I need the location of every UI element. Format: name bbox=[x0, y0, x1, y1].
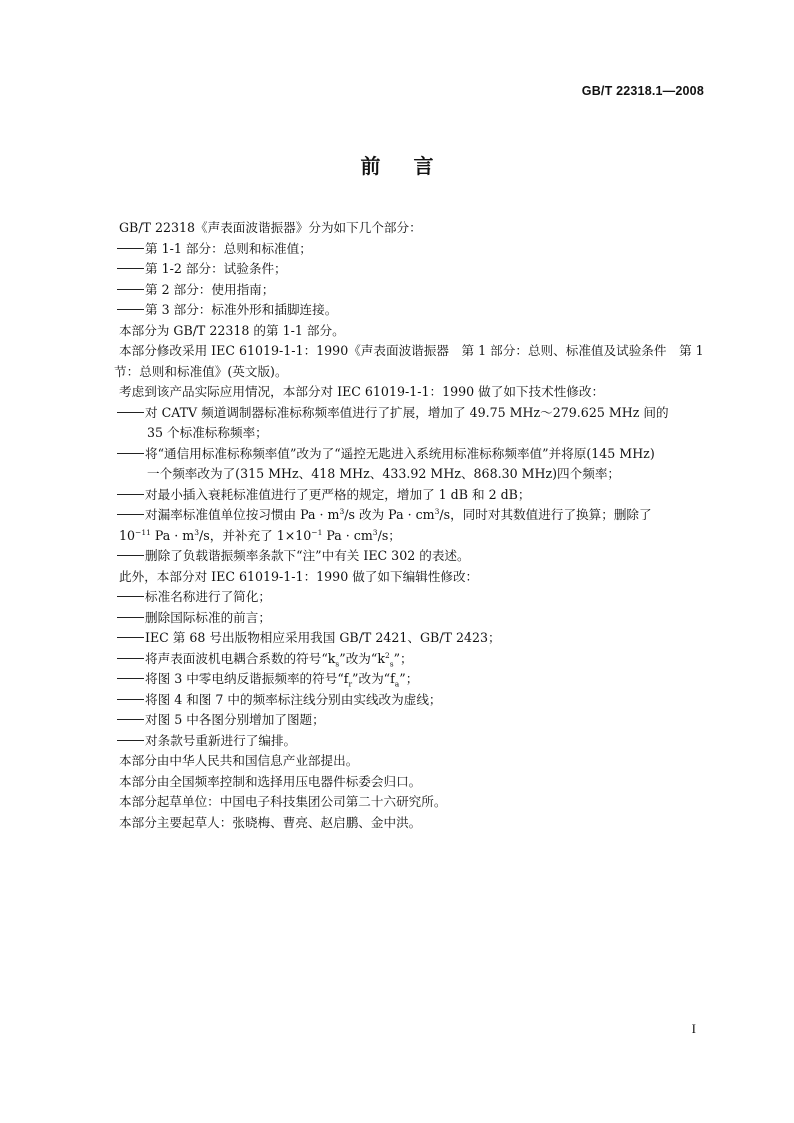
list-item: 将图 3 中零电纳反谐振频率的符号“$f_r$”改为“$f_a$”； bbox=[117, 669, 709, 690]
dash-mark bbox=[117, 514, 144, 515]
list-item-continuation: $10^{-11}$ $Pa \cdot m^3/s$，并补充了 $1\times 10^{-1}$ $Pa \cdot cm^3/s$； bbox=[119, 527, 401, 543]
list-item: 标准名称进行了简化； bbox=[117, 587, 709, 608]
list-item: 第 2 部分：使用指南； bbox=[117, 280, 709, 301]
list-item: 对漏率标准值单位按习惯由 $Pa \cdot m^3/s$ 改为 $Pa \cdot cm^3/s$，同时对其数值进行了换算；删除了 bbox=[117, 505, 709, 526]
list-item: 对条款号重新进行了编排。 bbox=[117, 731, 709, 752]
list-item: 删除国际标准的前言； bbox=[117, 608, 709, 629]
standard-code: GB/T 22318.1—2008 bbox=[581, 84, 704, 98]
list-item-continuation: 35 个标准标称频率； bbox=[147, 425, 268, 440]
paragraph: 本部分为 GB/T 22318 的第 1-1 部分。 bbox=[119, 322, 345, 338]
page-title bbox=[0, 150, 794, 179]
dash-mark bbox=[117, 719, 144, 720]
paragraph: 本部分由全国频率控制和选择用压电器件标委会归口。 bbox=[119, 773, 422, 789]
dash-mark bbox=[117, 289, 144, 290]
paragraph: 本部分主要起草人：张晓梅、曹亮、赵启鹏、金中洪。 bbox=[119, 814, 422, 830]
dash-mark bbox=[117, 658, 144, 659]
paragraph-continuation: 节：总则和标准值》(英文版)。 bbox=[114, 363, 288, 379]
list-item: 第 3 部分：标准外形和插脚连接。 bbox=[117, 300, 709, 321]
list-item: 第 1-2 部分：试验条件； bbox=[117, 259, 709, 280]
dash-mark bbox=[117, 617, 144, 618]
page-number: I bbox=[691, 1021, 696, 1036]
foreword-body bbox=[114, 218, 709, 833]
list-item: 将“通信用标准标称频率值”改为了“遥控无匙进入系统用标准标称频率值”并将原(145 MHz) bbox=[117, 444, 709, 465]
dash-mark bbox=[117, 596, 144, 597]
list-item: 将声表面波机电耦合系数的符号“$k_s$”改为“$k^2_s$”； bbox=[117, 649, 709, 670]
paragraph: 此外，本部分对 IEC 61019-1-1：1990 做了如下编辑性修改： bbox=[119, 568, 479, 584]
list-item: 将图 4 和图 7 中的频率标注线分别由实线改为虚线； bbox=[117, 690, 709, 711]
list-item: IEC 第 68 号出版物相应采用我国 GB/T 2421、GB/T 2423； bbox=[117, 628, 709, 649]
dash-mark bbox=[117, 309, 144, 310]
list-item-continuation: 一个频率改为了(315 MHz、418 MHz、433.92 MHz、868.30 MHz)四个频率； bbox=[147, 466, 621, 481]
list-item: 对 CATV 频道调制器标准标称频率值进行了扩展，增加了 49.75 MHz～279.625 MHz 间的 bbox=[117, 403, 709, 424]
dash-mark bbox=[117, 637, 144, 638]
dash-mark bbox=[117, 678, 144, 679]
title-char-1: 前 bbox=[360, 154, 381, 178]
list-item: 删除了负载谐振频率条款下“注”中有关 IEC 302 的表述。 bbox=[117, 546, 709, 567]
dash-mark bbox=[117, 740, 144, 741]
dash-mark bbox=[117, 699, 144, 700]
list-item: 对最小插入衰耗标准值进行了更严格的规定，增加了 1 dB 和 2 dB； bbox=[117, 485, 709, 506]
dash-mark bbox=[117, 555, 144, 556]
title-char-2: 言 bbox=[413, 154, 434, 178]
paragraph: 本部分由中华人民共和国信息产业部提出。 bbox=[119, 753, 359, 768]
paragraph-parts-intro: GB/T 22318《声表面波谐振器》分为如下几个部分： bbox=[119, 220, 422, 235]
list-item: 对图 5 中各图分别增加了图题； bbox=[117, 710, 709, 731]
paragraph: 考虑到该产品实际应用情况，本部分对 IEC 61019-1-1：1990 做了如下技术性修改： bbox=[119, 384, 605, 399]
paragraph: 本部分修改采用 IEC 61019-1-1：1990《声表面波谐振器 第 1 部分：总则、标准值及试验条件 第 1 bbox=[119, 343, 704, 358]
dash-mark bbox=[117, 412, 144, 413]
dash-mark bbox=[117, 248, 144, 249]
paragraph: 本部分起草单位：中国电子科技集团公司第二十六研究所。 bbox=[119, 794, 447, 809]
list-item: 第 1-1 部分：总则和标准值； bbox=[117, 239, 709, 260]
dash-mark bbox=[117, 494, 144, 495]
dash-mark bbox=[117, 453, 144, 454]
dash-mark bbox=[117, 268, 144, 269]
